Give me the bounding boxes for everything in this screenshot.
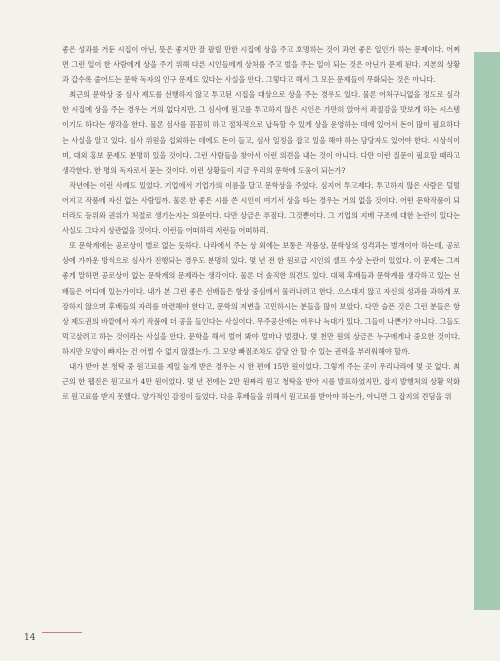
paragraph-1: 좋은 성과를 거둔 시집이 아닌, 뜻은 좋지만 잘 팔릴 만한 시집에 상을 주고 호명하는 것이 과연 좋은 일인가 하는 문제이다. 어쩌면 그런 일이 한 사람에게 상을 주기 위해 다른 시인들에게 상처를 주고 벌을 주는 일이 되는 것은 아닌가 문제 된다. 지본의 상황과 갑수록 줄어드는 문학 독자의 인구 문제도 있다는 사실을 안다. 그렇다고 해서 그 모든 문제들이 무화되는 것은 아니다. (62, 45, 460, 85)
paragraph-5: 내가 받아 본 청탁 중 원고료를 제일 높게 받은 경우는 시 한 편에 15만 원이었다. 그렇게 주는 곳이 우리나라에 몇 곳 없다. 최근의 한 웹진은 원고료가 4만 원이었다. 몇 년 전에는 2만 원짜리 원고 청탁을 받아 시를 발표하였지만, 잡지 발행처의 상황 악화로 원고료를 받지 못했다. 양가적인 감정이 들었다. 다음 후배들을 위해서 원고료를 받아야 하는가, 아니면 그 잡지의 견딤을 위 (62, 361, 460, 402)
paragraph-2: 최근의 문학상 중 심사 제도를 선행하지 않고 투고된 시집을 대상으로 상을 주는 경우도 있다. 물론 어처구니없을 정도로 심각한 시집에 상을 주는 경우는 거의 없다지만, 그 심사에 원고를 투고하지 않은 시인은 가만히 앉아서 좌절감을 맛보게 하는 시스템이기도 하다는 생각을 한다. 물론 심사를 꼼꼼히 하고 절차적으로 납득할 수 있게 상을 운영하는 데에 있어서 돈이 많이 필요하다는 사실을 알고 있다. 심사 위원을 섭외하는 데에도 돈이 들고, 심사 일정을 잡고 일을 해야 하는 담당자도 있어야 한다. 시상식이며, 대외 홍보 문제도 분명히 있을 것이다. 그런 사람들을 찾아서 이런 의견을 내는 것이 아니다. 다만 이런 질문이 필요할 때라고 생각한다. 한 명의 독자로서 묻는 것이다. 이런 상황들이 지금 우리의 문학에 도움이 되는가? (62, 90, 460, 175)
body-text (62, 42, 460, 404)
paragraph-3: 작년에는 이런 사례도 있었다. 기업에서 기업가의 이름을 달고 문학상을 주었다. 심지어 투고제다. 투고하지 않은 사람은 덜떨어지고 작품에 자신 없는 사람일까. 물론 한 좋은 시를 쓴 시인이 여기서 상을 타는 경우는 거의 없을 것이다. 어떤 문학작품이 되더라도 등위와 권위가 처절로 생기는지는 의문이다. 다만 상금은 푸짐다. 그것뿐이다. 그 기업의 지배 구조에 대한 논란이 있다는 사실도 그다지 상관없을 것이다. 이런들 어떠하리 저런들 어떠하리. (62, 180, 460, 236)
footer-rule (42, 632, 82, 633)
page-footer (24, 625, 35, 644)
side-color-band (474, 52, 500, 610)
paragraph-4: 또 문학계에는 공로상이 별로 없는 듯하다. 나라에서 주는 상 외에는 보통은 작품상, 문학상의 성격과는 별개이아 하는데, 공로상에 가까운 방식으로 심사가 진행되는 경우도 분명히 있다. 몇 년 전 한 원로급 시인의 셀프 수상 논란이 있었다. 이 문제는 그저 좋게 말하면 공로상이 없는 문학계의 문제라는 생각이다. 물론 더 솔직한 의견도 있다. 대체 후배들과 문학계를 생각하고 있는 선배들은 어디에 있는가이다. 내가 본 그런 좋은 선배들은 항상 중심에서 물러나려고 한다. 으스대지 않고 자신의 성과를 과하게 포장하지 않으며 후배들의 자리를 마련해야 한다고, 문학의 저변을 고민하시는 분들을 많이 보았다. 다만 슬픈 것은 그런 분들은 항상 제도권의 바깥에서 자기 작품에 더 공을 들인다는 사실이다. 무주공산에는 여우나 늑대가 있다. 그들이 나쁜가? 아니다. 그들도 먹고살려고 하는 것이라는 사실을 안다. 문학을 해서 벌어 봐야 얼마나 벌겠나. 몇 천만 원의 상금은 누구에게나 중요한 것이다. 하지만 모양이 빠지는 건 어쩔 수 없지 않겠는가. 그 모양 빠짐조차도 감당 안 할 수 있는 권력을 부러워해야 할까. (62, 241, 460, 356)
page-number: 14 (24, 633, 36, 643)
